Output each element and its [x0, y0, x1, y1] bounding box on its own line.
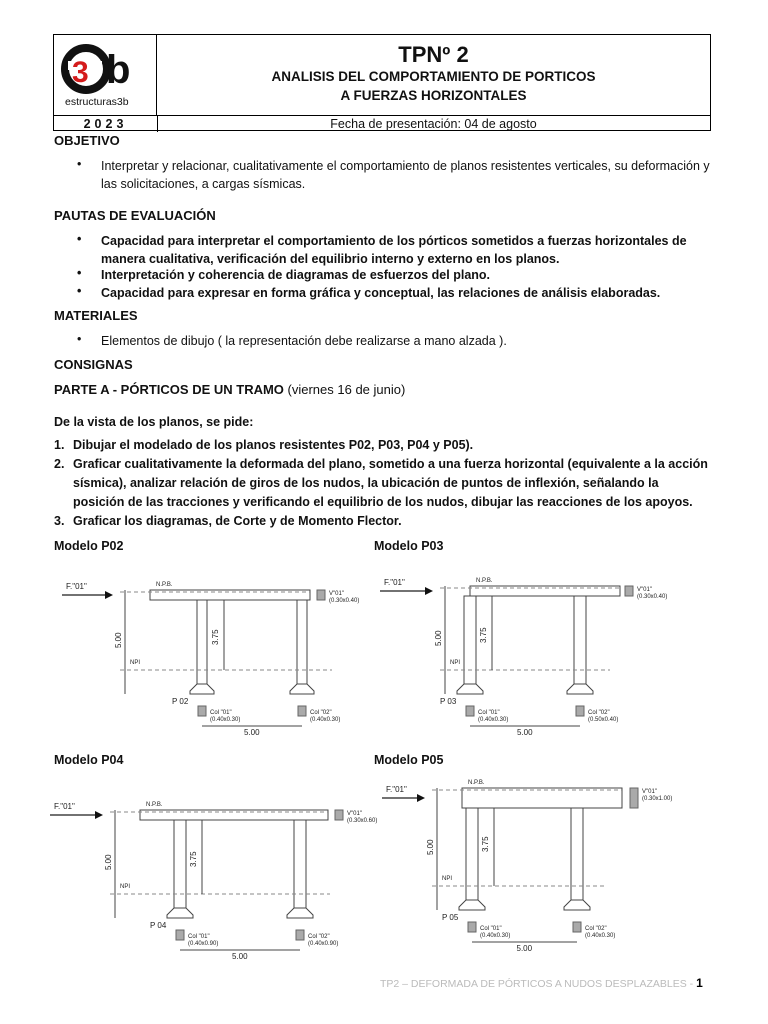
subtitle-line-2: A FUERZAS HORIZONTALES — [340, 88, 527, 103]
portico-p02-drawing — [52, 566, 362, 753]
col1-label: Col "01" — [478, 710, 500, 716]
npi-label: NPI — [130, 660, 141, 666]
beam-label: V"01" — [637, 587, 652, 593]
col2-dim-label: (0.50x0.40) — [588, 717, 619, 723]
col2-label: Col "02" — [310, 710, 332, 716]
col1-dim-label: (0.40x0.30) — [210, 717, 241, 723]
portico-p04-drawing — [40, 782, 378, 967]
pautas-heading: PAUTAS DE EVALUACIÓN — [54, 208, 216, 223]
col2-label: Col "02" — [585, 926, 607, 932]
footing — [290, 684, 314, 694]
footing — [459, 900, 485, 910]
npb-label: N.P.B. — [476, 578, 493, 584]
beam — [462, 788, 622, 808]
column — [297, 600, 307, 684]
column-section-icon — [176, 930, 184, 940]
beam-label: V"01" — [642, 789, 657, 795]
npi-label: NPI — [120, 884, 131, 890]
span-label: 5.00 — [517, 728, 533, 737]
beam-section-icon — [317, 590, 325, 600]
col2-dim-label: (0.40x0.30) — [585, 933, 616, 939]
portico-svg — [372, 778, 682, 960]
portico-svg — [52, 566, 362, 748]
height-total-label: 5.00 — [426, 839, 435, 855]
portico-p03-drawing — [370, 566, 685, 753]
col2-dim-label: (0.40x0.30) — [310, 717, 341, 723]
height-total-label: 5.00 — [434, 630, 443, 646]
page-footer: TP2 – DEFORMADA DE PÓRTICOS A NUDOS DESPLAZABLES - 1 — [380, 976, 703, 990]
beam-label: V"01" — [329, 591, 344, 597]
step-1: 1. Dibujar el modelado de los planos resistentes P02, P03, P04 y P05). — [54, 438, 474, 452]
col1-dim-label: (0.40x0.30) — [478, 717, 509, 723]
col1-dim-label: (0.40x0.30) — [480, 933, 511, 939]
span-label: 5.00 — [516, 944, 533, 953]
subtitle-line-1: ANALISIS DEL COMPORTAMIENTO DE PORTICOS — [271, 69, 596, 84]
column-section-icon — [573, 922, 581, 932]
height-column-label: 3.75 — [481, 836, 490, 852]
consignas-intro: De la vista de los planos, se pide: — [54, 415, 254, 429]
logo-graphic — [54, 35, 156, 115]
consignas-heading: CONSIGNAS — [54, 357, 133, 372]
span-label: 5.00 — [244, 728, 260, 737]
npi-label: NPI — [450, 660, 461, 666]
column-section-icon — [576, 706, 584, 716]
col1-label: Col "01" — [210, 710, 232, 716]
column-section-icon — [198, 706, 206, 716]
plane-label: P 03 — [440, 697, 457, 706]
col2-dim-label: (0.40x0.90) — [308, 941, 339, 947]
column — [197, 600, 207, 684]
header-table — [53, 34, 711, 131]
column — [574, 596, 586, 684]
model-p04-label: Modelo P04 — [54, 753, 124, 767]
step-2: 2. Graficar cualitativamente la deformada del plano, sometido a una fuerza horizontal (equivalente a la acción sísmica), analizar relación de giros de los nudos, la ubicación de puntos de inflexión, señalando la posición de las tracciones y verificando el equilibrio de los nudos, dibujar las reacciones de los apoyos. — [54, 457, 708, 509]
force-label: F."01" — [54, 802, 75, 811]
svg-text:3: 3 — [72, 56, 89, 89]
step-3: 3. Graficar los diagramas, de Corte y de Momento Flector. — [54, 514, 402, 528]
plane-label: P 02 — [172, 697, 189, 706]
beam-dim-label: (0.30x0.40) — [329, 598, 360, 604]
logo — [54, 35, 157, 115]
objetivo-heading: OBJETIVO — [54, 133, 120, 148]
model-p05-label: Modelo P05 — [374, 753, 444, 767]
span-label: 5.00 — [232, 952, 248, 961]
svg-text:b: b — [106, 48, 131, 92]
column-section-icon — [466, 706, 474, 716]
plane-label: P 05 — [442, 913, 459, 922]
footing — [190, 684, 214, 694]
col1-dim-label: (0.40x0.90) — [188, 941, 219, 947]
column — [464, 596, 476, 684]
force-arrowhead — [425, 587, 433, 595]
height-column-label: 3.75 — [479, 627, 488, 643]
plane-label: P 04 — [150, 921, 167, 930]
presentation-date: Fecha de presentación: 04 de agosto — [330, 117, 537, 131]
height-total-label: 5.00 — [114, 632, 123, 648]
col2-label: Col "02" — [308, 934, 330, 940]
column-section-icon — [468, 922, 476, 932]
model-p02-label: Modelo P02 — [54, 539, 124, 553]
model-p03-label: Modelo P03 — [374, 539, 444, 553]
svg-text:estructuras3b: estructuras3b — [65, 96, 129, 108]
npb-label: N.P.B. — [468, 780, 485, 786]
portico-svg — [40, 782, 378, 962]
beam-dim-label: (0.30x1.00) — [642, 796, 673, 802]
parte-a-heading: PARTE A - PÓRTICOS DE UN TRAMO (viernes 16 de junio) — [54, 382, 406, 397]
footing — [167, 908, 193, 918]
force-arrowhead — [417, 794, 425, 802]
col1-label: Col "01" — [480, 926, 502, 932]
footing — [567, 684, 593, 694]
col2-label: Col "02" — [588, 710, 610, 716]
force-arrowhead — [105, 591, 113, 599]
footing — [287, 908, 313, 918]
column-section-icon — [298, 706, 306, 716]
beam-section-icon — [335, 810, 343, 820]
column — [174, 820, 186, 908]
column-section-icon — [296, 930, 304, 940]
portico-p05-drawing — [372, 778, 682, 965]
beam-dim-label: (0.30x0.60) — [347, 818, 378, 824]
npb-label: N.P.B. — [156, 582, 173, 588]
page-title: TPNº 2 — [398, 42, 469, 67]
force-label: F."01" — [66, 582, 87, 591]
footing — [564, 900, 590, 910]
beam-section-icon — [630, 788, 638, 808]
footing — [457, 684, 483, 694]
beam-section-icon — [625, 586, 633, 596]
col1-label: Col "01" — [188, 934, 210, 940]
height-total-label: 5.00 — [104, 854, 113, 870]
force-label: F."01" — [386, 785, 407, 794]
npi-label: NPI — [442, 876, 453, 882]
beam-dim-label: (0.30x0.40) — [637, 594, 668, 600]
height-column-label: 3.75 — [211, 629, 220, 645]
beam — [150, 590, 310, 600]
portico-svg — [370, 566, 685, 748]
column — [294, 820, 306, 908]
npb-label: N.P.B. — [146, 802, 163, 808]
year: 2023 — [54, 116, 158, 132]
materiales-heading: MATERIALES — [54, 308, 138, 323]
force-arrowhead — [95, 811, 103, 819]
beam-label: V"01" — [347, 811, 362, 817]
force-label: F."01" — [384, 578, 405, 587]
height-column-label: 3.75 — [189, 851, 198, 867]
